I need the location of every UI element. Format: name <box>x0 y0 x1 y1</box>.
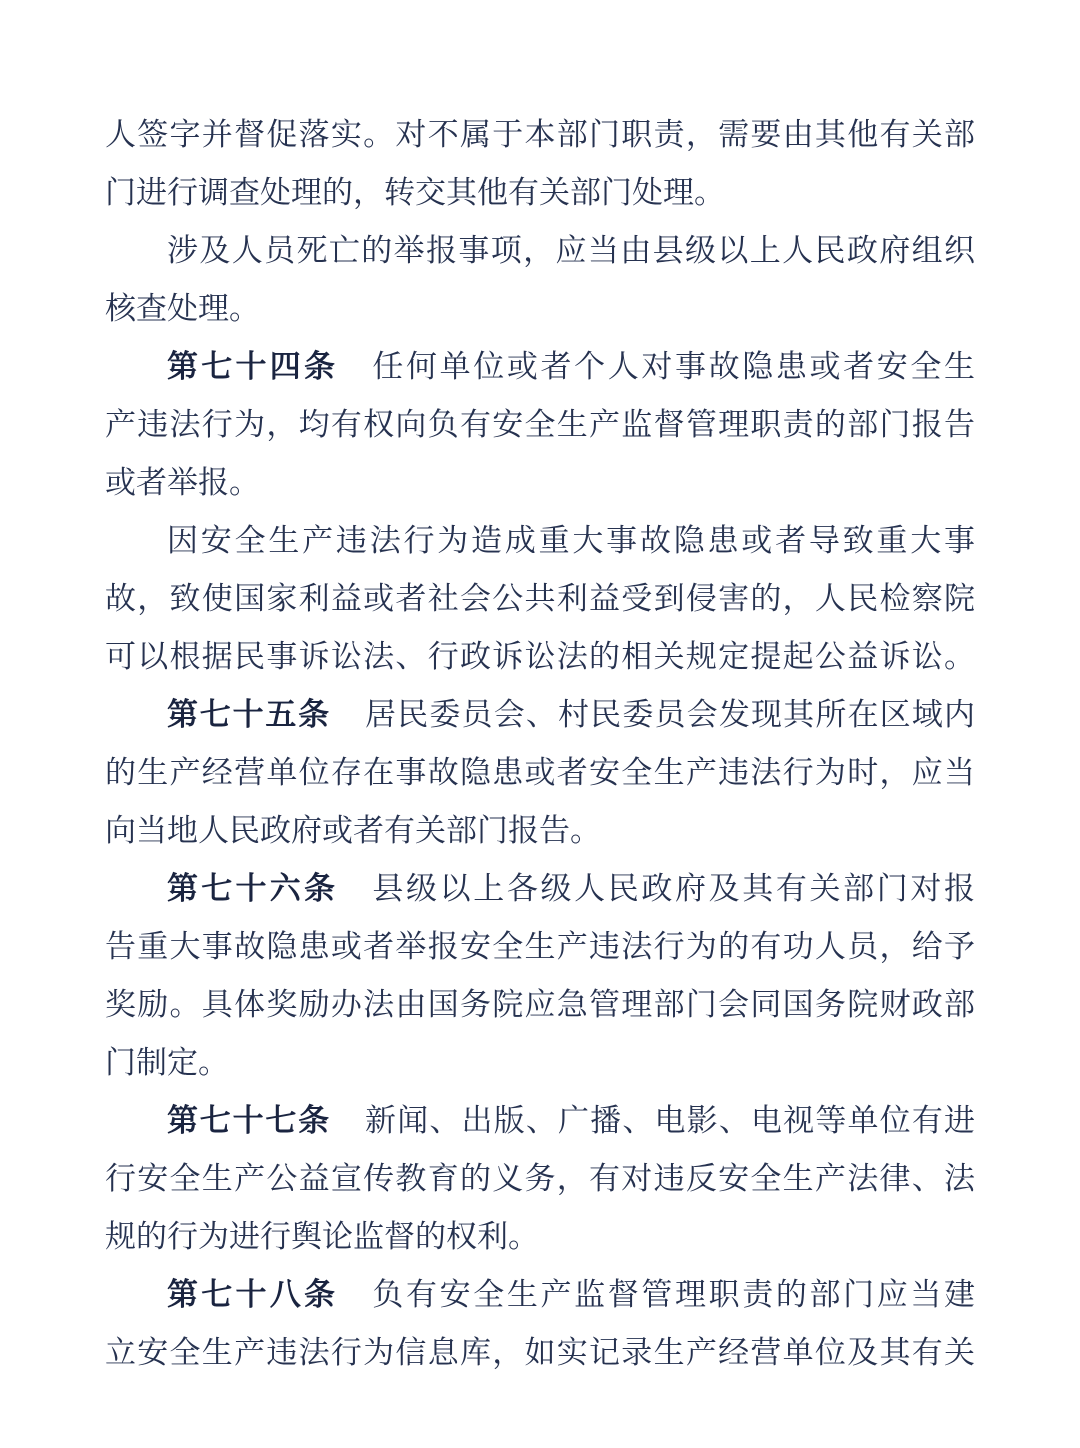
line-text: 行安全生产公益宣传教育的义务，有对违反安全生产法律、法 <box>105 1161 975 1196</box>
text-line <box>105 1034 975 1092</box>
text-line <box>105 744 975 802</box>
article-number: 第七十八条 <box>167 1277 339 1312</box>
line-text: 核查处理。 <box>105 291 260 326</box>
text-line <box>105 1150 975 1208</box>
line-text: 向当地人民政府或者有关部门报告。 <box>105 813 601 848</box>
text-line <box>105 512 975 570</box>
article-number: 第七十四条 <box>167 349 339 384</box>
text-line <box>105 1324 975 1382</box>
line-text: 新闻、出版、广播、电影、电视等单位有进 <box>365 1103 976 1138</box>
text-line <box>105 1092 975 1150</box>
line-text: 涉及人员死亡的举报事项，应当由县级以上人民政府组织 <box>167 233 975 268</box>
line-text: 门制定。 <box>105 1045 229 1080</box>
line-text: 负有安全生产监督管理职责的部门应当建 <box>372 1277 976 1312</box>
article-number: 第七十七条 <box>167 1103 331 1138</box>
line-text: 可以根据民事诉讼法、行政诉讼法的相关规定提起公益诉讼。 <box>105 639 975 674</box>
article-number: 第七十五条 <box>167 697 331 732</box>
text-line <box>105 164 975 222</box>
line-text: 人签字并督促落实。对不属于本部门职责，需要由其他有关部 <box>105 117 975 152</box>
text-line <box>105 860 975 918</box>
line-text: 的生产经营单位存在事故隐患或者安全生产违法行为时，应当 <box>105 755 975 790</box>
text-line <box>105 686 975 744</box>
text-line <box>105 802 975 860</box>
text-line <box>105 1208 975 1266</box>
article-number: 第七十六条 <box>167 871 339 906</box>
text-line <box>105 570 975 628</box>
text-line <box>105 454 975 512</box>
text-line <box>105 918 975 976</box>
text-line <box>105 222 975 280</box>
law-text-block <box>105 106 975 1382</box>
line-text: 立安全生产违法行为信息库，如实记录生产经营单位及其有关 <box>105 1335 975 1370</box>
line-text: 告重大事故隐患或者举报安全生产违法行为的有功人员，给予 <box>105 929 975 964</box>
text-line <box>105 338 975 396</box>
text-line <box>105 628 975 686</box>
text-line <box>105 106 975 164</box>
text-line <box>105 1266 975 1324</box>
text-line <box>105 280 975 338</box>
line-text: 门进行调查处理的，转交其他有关部门处理。 <box>105 175 725 210</box>
line-text: 奖励。具体奖励办法由国务院应急管理部门会同国务院财政部 <box>105 987 975 1022</box>
text-line <box>105 976 975 1034</box>
line-text: 故，致使国家利益或者社会公共利益受到侵害的，人民检察院 <box>105 581 975 616</box>
line-text: 产违法行为，均有权向负有安全生产监督管理职责的部门报告 <box>105 407 975 442</box>
text-line <box>105 396 975 454</box>
line-text: 县级以上各级人民政府及其有关部门对报 <box>372 871 976 906</box>
line-text: 居民委员会、村民委员会发现其所在区域内 <box>365 697 976 732</box>
line-text: 或者举报。 <box>105 465 260 500</box>
line-text: 任何单位或者个人对事故隐患或者安全生 <box>372 349 976 384</box>
line-text: 规的行为进行舆论监督的权利。 <box>105 1219 539 1254</box>
line-text: 因安全生产违法行为造成重大事故隐患或者导致重大事 <box>167 523 975 558</box>
